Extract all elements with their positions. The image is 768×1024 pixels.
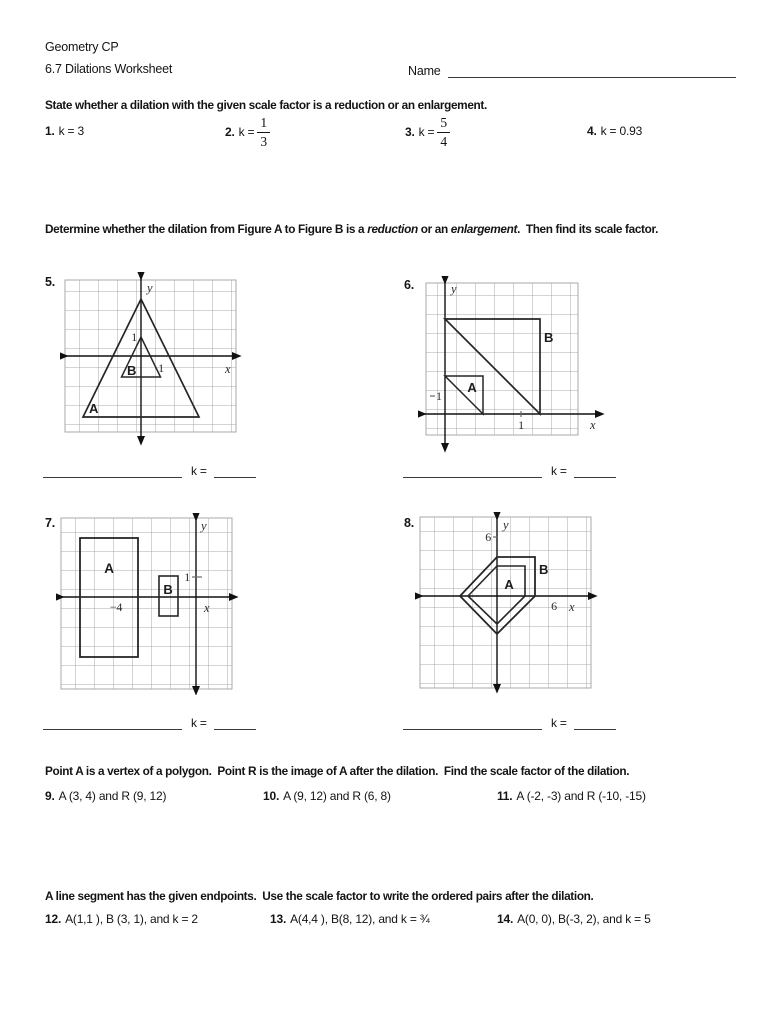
label-b: B	[539, 562, 549, 577]
problem-12-text: A(1,1 ), B (3, 1), and k = 2	[65, 912, 198, 926]
k-blank[interactable]	[574, 714, 616, 730]
problem-3-text: k =	[418, 125, 435, 139]
problem-12	[45, 912, 198, 926]
problem-11-number: 11.	[497, 789, 513, 803]
fraction-denominator: 3	[260, 133, 267, 149]
grid	[426, 283, 578, 435]
problem-10	[263, 789, 391, 803]
problem-11-text: A (-2, -3) and R (-10, -15)	[516, 789, 646, 803]
k-blank[interactable]	[574, 462, 616, 478]
problem-4-text: k = 0.93	[600, 124, 643, 138]
problem-2-number: 2.	[225, 125, 235, 139]
problem-13	[270, 912, 430, 926]
section1-instructions: State whether a dilation with the given scale factor is a reduction or an enlargement.	[45, 98, 487, 112]
label-a: A	[104, 561, 114, 576]
problem-14-text: A(0, 0), B(-3, 2), and k = 5	[517, 912, 651, 926]
answer-row-5	[43, 461, 256, 478]
y-tick-label: 1	[131, 330, 137, 344]
y-axis-label: y	[201, 519, 207, 533]
k-blank[interactable]	[214, 462, 256, 478]
figure-7-number: 7.	[45, 516, 56, 530]
instr-italic-enlargement: enlargement	[450, 222, 518, 236]
label-a: A	[467, 380, 477, 395]
name-blank-line[interactable]	[448, 62, 736, 78]
problem-9-number: 9.	[45, 789, 55, 803]
y-axis-label: y	[147, 281, 153, 295]
problem-2-text: k =	[238, 125, 255, 139]
x-tick-label: 1	[158, 361, 164, 375]
instr-text: Determine whether the dilation from Figure A to Figure B is a	[45, 222, 368, 236]
grid	[420, 517, 591, 688]
problem-3-fraction	[437, 115, 450, 148]
y-tick-label: 1	[436, 389, 442, 403]
problem-2	[225, 112, 270, 152]
k-label: k =	[551, 716, 567, 730]
name-row	[408, 62, 736, 78]
problem-13-text: A(4,4 ), B(8, 12), and k = ¾	[290, 912, 430, 926]
fraction-numerator: 1	[257, 115, 270, 132]
answer-row-7	[43, 713, 256, 730]
problem-12-number: 12.	[45, 912, 62, 926]
figure-5-graph	[60, 272, 250, 448]
answer-blank[interactable]	[403, 462, 542, 478]
instr-italic-reduction: reduction	[367, 222, 418, 236]
k-blank[interactable]	[214, 714, 256, 730]
problem-3	[405, 112, 450, 152]
section3-instructions: Point A is a vertex of a polygon. Point R is the image of A after the dilation. Find the scale factor of the dilation.	[45, 764, 630, 778]
figure-6-graph	[418, 276, 608, 454]
fraction-numerator: 5	[437, 115, 450, 132]
problem-1-text: k = 3	[58, 124, 84, 138]
y-tick-label: 1	[184, 570, 190, 584]
answer-blank[interactable]	[43, 714, 182, 730]
problem-2-fraction	[257, 115, 270, 148]
fraction-denominator: 4	[440, 133, 447, 149]
problem-10-text: A (9, 12) and R (6, 8)	[283, 789, 391, 803]
label-a: A	[89, 401, 99, 416]
figure-8-graph	[415, 512, 615, 694]
x-tick-label: 6	[551, 599, 557, 613]
x-axis-label: x	[590, 418, 596, 432]
answer-blank[interactable]	[43, 462, 182, 478]
name-label: Name	[408, 64, 441, 78]
x-tick-label: 1	[518, 418, 524, 432]
problem-1-number: 1.	[45, 124, 55, 138]
worksheet-title: 6.7 Dilations Worksheet	[45, 62, 173, 76]
course-title: Geometry CP	[45, 40, 119, 54]
problem-13-number: 13.	[270, 912, 287, 926]
label-b: B	[163, 582, 173, 597]
label-a: A	[504, 577, 514, 592]
section2-instructions	[45, 220, 737, 238]
problem-9	[45, 789, 166, 803]
x-axis-label: x	[225, 362, 231, 376]
problem-4	[587, 124, 642, 138]
x-tick-label: −4	[109, 600, 123, 614]
k-label: k =	[551, 464, 567, 478]
problem-9-text: A (3, 4) and R (9, 12)	[58, 789, 167, 803]
problem-4-number: 4.	[587, 124, 597, 138]
figure-7-graph	[56, 513, 256, 695]
label-b: B	[544, 330, 554, 345]
problem-1	[45, 124, 84, 138]
problem-3-number: 3.	[405, 125, 415, 139]
figure-8-number: 8.	[404, 516, 415, 530]
x-axis-label: x	[569, 600, 575, 614]
y-tick-label: 6	[485, 530, 491, 544]
x-axis-label: x	[204, 601, 210, 615]
problem-14-number: 14.	[497, 912, 514, 926]
label-b: B	[127, 363, 137, 378]
figure-6-number: 6.	[404, 278, 415, 292]
y-axis-label: y	[503, 518, 509, 532]
section4-instructions: A line segment has the given endpoints. Use the scale factor to write the ordered pairs after the dilation.	[45, 889, 594, 903]
problem-14	[497, 912, 651, 926]
instr-text: or an	[417, 222, 451, 236]
problem-10-number: 10.	[263, 789, 280, 803]
k-label: k =	[191, 464, 207, 478]
k-label: k =	[191, 716, 207, 730]
instr-text: . Then find its scale factor.	[517, 222, 658, 236]
problem-11	[497, 789, 646, 803]
figure-5-number: 5.	[45, 275, 56, 289]
y-axis-label: y	[451, 282, 457, 296]
answer-row-8	[403, 713, 616, 730]
answer-blank[interactable]	[403, 714, 542, 730]
answer-row-6	[403, 461, 616, 478]
